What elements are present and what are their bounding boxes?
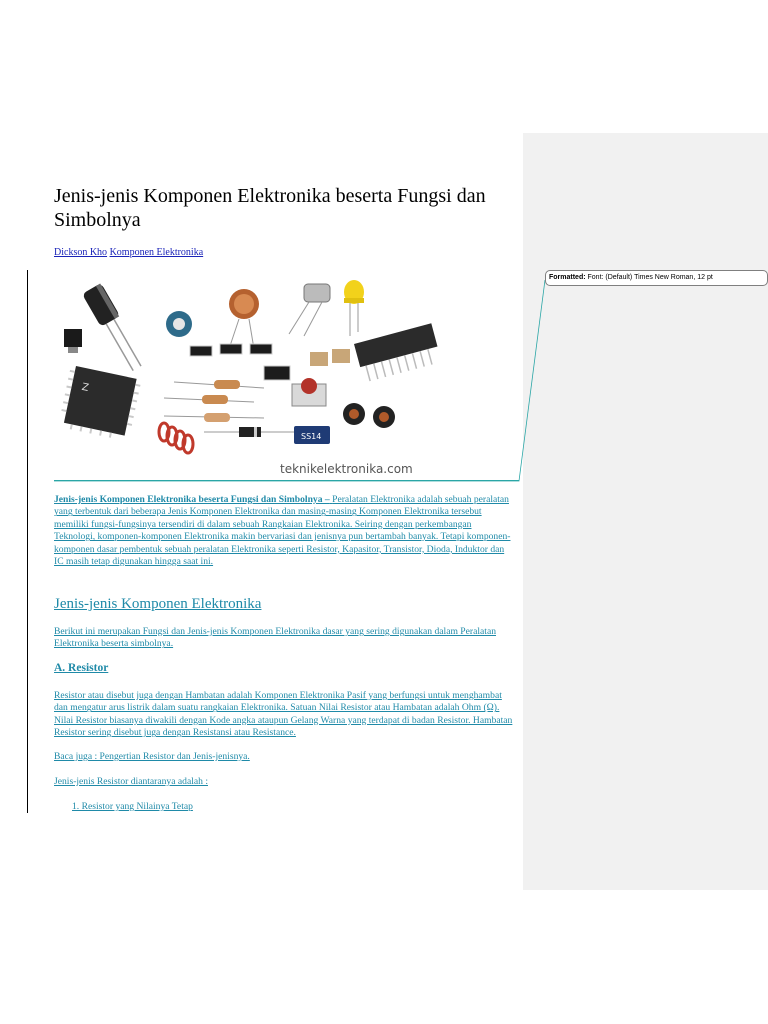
intro-text: Peralatan Elektronika adalah sebuah peralatan yang terbentuk dari beberapa Jenis Komponen Elektronika dan masing-masing Komponen Elektronika tersebut memiliki fungsi-fungsinya tersendiri di dalam sebuah Rangkaian Elektronika. Seiring dengan perkembangan Teknologi, komponen-komponen Elektronika makin bervariasi dan jenisnya pun bertambah banyak. Tetapi komponen-komponen dasar pembentuk sebuah peralatan Elektronika seperti Resistor, Kapasitor, Transistor, Dioda, Induktor dan IC masih tetap digunakan hingga saat ini.: [54, 494, 511, 568]
article-title: Jenis-jenis Komponen Elektronika beserta Fungsi dan Simbolnya: [54, 185, 486, 231]
comment-text: Font: (Default) Times New Roman, 12 pt: [587, 274, 713, 281]
byline: [54, 247, 203, 259]
section-intro: Berikut ini merupakan Fungsi dan Jenis-jenis Komponen Elektronika dasar yang sering digunakan dalam Peralatan Elektronika beserta simbolnya.: [54, 626, 497, 650]
resistor-list-intro: Jenis-jenis Resistor diantaranya adalah :: [54, 776, 208, 787]
author-link[interactable]: Dickson Kho: [54, 247, 108, 258]
intro-bold: Jenis-jenis Komponen Elektronika beserta Fungsi dan Simbolnya –: [54, 494, 330, 505]
change-bar: [27, 270, 28, 813]
section-heading: Jenis-jenis Komponen Elektronika: [54, 596, 262, 612]
resistor-paragraph: Resistor atau disebut juga dengan Hambatan adalah Komponen Elektronika Pasif yang berfungsi untuk menghambat dan mengatur arus listrik dalam suatu rangkaian Elektronika. Satuan Nilai Resistor atau Hambatan adalah Ohm (Ω). Nilai Resistor biasanya diwakili dengan Kode angka ataupun Gelang Warna yang terdapat di badan Resistor. Hambatan Resistor sering disebut juga dengan Resistansi atau Resistance.: [54, 690, 513, 739]
svg-text:SS14: SS14: [301, 432, 322, 441]
components-image: [54, 274, 454, 480]
category-link[interactable]: Komponen Elektronika: [109, 247, 204, 258]
image-watermark: teknikelektronika.com: [280, 462, 413, 476]
comment-label: Formatted:: [549, 274, 586, 281]
read-also-link[interactable]: Baca juga : Pengertian Resistor dan Jenis-jenisnya.: [54, 751, 250, 762]
intro-paragraph: [54, 494, 514, 568]
svg-text:Z: Z: [80, 381, 90, 394]
sip-ic: [354, 323, 442, 382]
formatting-comment[interactable]: [545, 270, 768, 286]
resistor-heading: A. Resistor: [54, 662, 109, 674]
image-divider: [54, 480, 519, 481]
coil: [159, 423, 193, 453]
list-item: 1. Resistor yang Nilainya Tetap: [72, 801, 193, 812]
comment-sidebar: [523, 133, 768, 890]
zilog-chip: [58, 365, 142, 442]
electrolytic-capacitor: [82, 283, 147, 374]
